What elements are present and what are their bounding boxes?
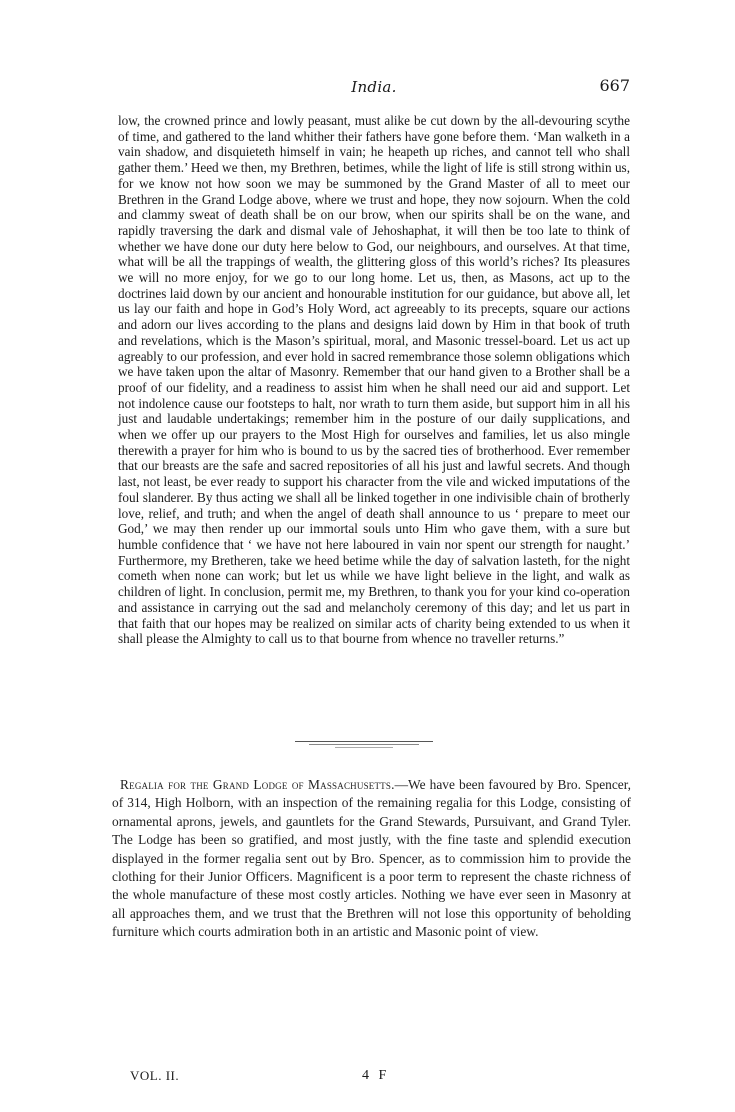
running-title: India. (351, 78, 397, 96)
section-text: —We have been favoured by Bro. Spencer, of 314, High Holborn, with an inspection of the remaining regalia for this Lodge, consisting of ornamental aprons, jewels, and gauntlets for the Grand Stewards, Pursuivant, and Grand Tyler. The Lodge has been so gratified, and most justly, with the fine taste and splendid execution displayed in the former regalia sent out by Bro. Spencer, as to commission him to provide the clothing for their Junior Officers. Magnificent is a poor term to represent the chaste richness of the whole manufacture of these most costly articles. Nothing we have ever seen in Masonry at all approaches them, and we trust that the Brethren will not lose this opportunity of beholding furniture which courts admiration both in an artistic and Masonic point of view. (112, 777, 631, 940)
body-paragraph: low, the crowned prince and lowly peasant, must alike be cut down by the all-devouring scythe of time, and gathered to the land whither their fathers have gone before them. ‘Man walketh in a vain shadow, and disquieteth himself in vain; he heapeth up riches, and cannot tell who shall gather them.’ Heed we then, my Brethren, betimes, while the light of life is still strong within us, for we know not how soon we may be summoned by the Grand Master of all to meet our Brethren in the Grand Lodge above, where we trust and hope, they now sojourn. When the cold and clammy sweat of death shall be on our brow, when our spirits shall be on the wane, and rapidly traversing the dark and dismal vale of Jehoshaphat, it will then be too late to think of whether we have done our duty here below to God, our neighbours, and ourselves. At that time, what will be all the trappings of wealth, the glittering gloss of this world’s riches? Its pleasures we will no more enjoy, for we go to our long home. Let us, then, as Masons, act up to the doctrines laid down by our ancient and honourable institution for our guidance, but above all, let us lay our faith and hope in God’s Holy Word, act agreeably to its precepts, square our actions and adorn our lives according to the plans and designs laid down by Him in that book of truth and revelations, which is the Mason’s spiritual, moral, and Masonic tressel-board. Let us act up agreably to our profession, and ever hold in sacred remembrance those solemn obligations which we have taken upon the altar of Masonry. Remember that our hand given to a Brother shall be a proof of our fidelity, and a readiness to assist him when he shall need our aid and support. Let not indolence cause our footsteps to halt, nor wrath to turn them aside, but support him in all his just and laudable undertakings; remember him in the posture of our daily supplications, and when we offer up our prayers to the Most High for ourselves and families, let us also mingle therewith a prayer for him who is bound to us by the sacred ties of brotherhood. Ever remember that our breasts are the safe and sacred repositories of all his just and lawful secrets. And though last, not least, be ever ready to support his character from the vile and wicked imputations of the foul slanderer. By thus acting we shall all be linked together in one indivisible chain of brotherly love, relief, and truth; and when the angel of death shall announce to us ‘ prepare to meet our God,’ we may then render up our immortal souls unto Him who gave them, with a sure but humble confidence that ‘ we have not here laboured in vain nor spent our strength for naught.’ Furthermore, my Bretheren, take we heed betime while the day of salvation lasteth, for the night cometh when none can work; but let us while we have light believe in the light, and walk as children of light. In conclusion, permit me, my Brethren, to thank you for your kind co-operation and assistance in carrying out the sad and melancholy ceremony of this day; and let us part in that faith that our hopes may be realized on similar acts of charity being extended to us when it shall please the Almighty to call us to that bourne from whence no traveller returns.” (118, 113, 630, 647)
section-heading: Regalia for the Grand Lodge of Massachusetts. (120, 777, 395, 792)
regalia-paragraph (112, 776, 631, 942)
regalia-section (112, 776, 631, 942)
section-divider (295, 740, 433, 748)
page-footer (118, 1068, 630, 1086)
running-head (118, 78, 630, 102)
page-number: 667 (599, 76, 630, 95)
volume-label: VOL. II. (130, 1068, 180, 1083)
body-text (118, 113, 630, 647)
signature-mark: 4 F (362, 1068, 390, 1083)
